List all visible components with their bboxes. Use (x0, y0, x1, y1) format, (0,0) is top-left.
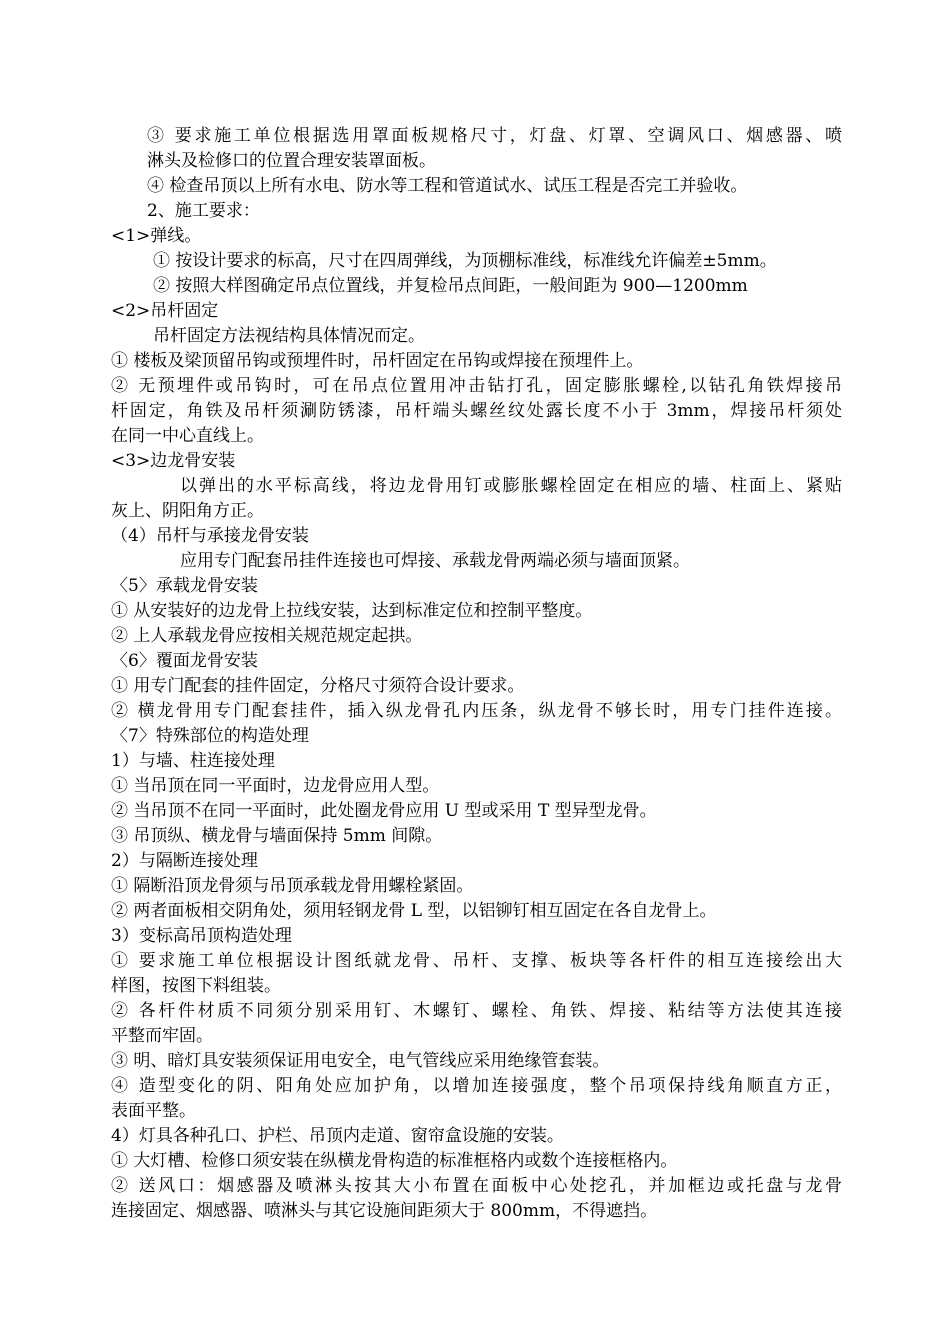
subsection-heading: 〈5〉承载龙骨安装 (111, 576, 258, 596)
text-line: 应用专门配套吊挂件连接也可焊接、承载龙骨两端必须与墙面顶紧。 (180, 551, 690, 571)
text-line: ① 从安装好的边龙骨上拉线安装，达到标准定位和控制平整度。 (111, 601, 593, 621)
text-line: 平整而牢固。 (111, 1026, 213, 1046)
subsection-heading: 1）与墙、柱连接处理 (111, 751, 275, 771)
text-line: ② 无预埋件或吊钩时，可在吊点位置用冲击钻打孔，固定膨胀螺栓,以钻孔角铁焊接吊 (111, 376, 842, 396)
text-line: 以弹出的水平标高线，将边龙骨用钉或膨胀螺栓固定在相应的墙、柱面上、紧贴 (180, 476, 842, 496)
text-line: ② 横龙骨用专门配套挂件，插入纵龙骨孔内压条，纵龙骨不够长时，用专门挂件连接。 (111, 701, 842, 721)
text-line: 灰上、阴阳角方正。 (111, 501, 264, 521)
text-line: ② 各杆件材质不同须分别采用钉、木螺钉、螺栓、角铁、焊接、粘结等方法使其连接 (111, 1001, 842, 1021)
subsection-heading: <2>吊杆固定 (111, 301, 219, 321)
text-line: ② 当吊顶不在同一平面时，此处圈龙骨应用 U 型或采用 T 型异型龙骨。 (111, 801, 657, 821)
text-line: ② 上人承载龙骨应按相关规范规定起拱。 (111, 626, 423, 646)
subsection-heading: 〈6〉覆面龙骨安装 (111, 651, 258, 671)
text-line: 杆固定，角铁及吊杆须涮防锈漆，吊杆端头螺丝纹处露长度不小于 3mm，焊接吊杆须处 (111, 401, 842, 421)
text-line: ③ 明、暗灯具安装须保证用电安全，电气管线应采用绝缘管套装。 (111, 1051, 610, 1071)
subsection-heading: 2）与隔断连接处理 (111, 851, 258, 871)
text-line: ③ 要求施工单位根据选用罩面板规格尺寸，灯盘、灯罩、空调风口、烟感器、喷 (147, 126, 842, 146)
text-line: ① 大灯槽、检修口须安装在纵横龙骨构造的标准框格内或数个连接框格内。 (111, 1151, 678, 1171)
text-line: ④ 检查吊顶以上所有水电、防水等工程和管道试水、试压工程是否完工并验收。 (147, 176, 748, 196)
text-line: ① 隔断沿顶龙骨须与吊顶承载龙骨用螺栓紧固。 (111, 876, 474, 896)
subsection-heading: 〈7〉特殊部位的构造处理 (111, 726, 309, 746)
text-line: 连接固定、烟感器、喷淋头与其它设施间距须大于 800mm，不得遮挡。 (111, 1201, 658, 1221)
text-line: 淋头及检修口的位置合理安装罩面板。 (147, 151, 436, 171)
subsection-heading: （4）吊杆与承接龙骨安装 (111, 526, 309, 546)
text-line: 吊杆固定方法视结构具体情况而定。 (153, 326, 425, 346)
subsection-heading: 3）变标高吊顶构造处理 (111, 926, 292, 946)
section-heading: 2、施工要求： (147, 201, 260, 221)
subsection-heading: <3>边龙骨安装 (111, 451, 236, 471)
text-line: 在同一中心直线上。 (111, 426, 264, 446)
text-line: ① 楼板及梁顶留吊钩或预埋件时，吊杆固定在吊钩或焊接在预埋件上。 (111, 351, 644, 371)
text-line: ① 用专门配套的挂件固定，分格尺寸须符合设计要求。 (111, 676, 525, 696)
subsection-heading: 4）灯具各种孔口、护栏、吊顶内走道、窗帘盒设施的安装。 (111, 1126, 564, 1146)
text-line: ① 按设计要求的标高，尺寸在四周弹线，为顶棚标准线，标准线允许偏差±5mm。 (153, 251, 777, 271)
text-line: ① 要求施工单位根据设计图纸就龙骨、吊杆、支撑、板块等各杆件的相互连接绘出大 (111, 951, 842, 971)
text-line: ① 当吊顶在同一平面时，边龙骨应用人型。 (111, 776, 440, 796)
subsection-heading: <1>弹线。 (111, 226, 202, 246)
text-line: ④ 造型变化的阴、阳角处应加护角，以增加连接强度，整个吊项保持线角顺直方正， (111, 1076, 842, 1096)
text-line: ② 送风口：烟感器及喷淋头按其大小布置在面板中心处挖孔，并加框边或托盘与龙骨 (111, 1176, 842, 1196)
text-line: 样图，按图下料组装。 (111, 976, 281, 996)
text-line: 表面平整。 (111, 1101, 196, 1121)
text-line: ② 按照大样图确定吊点位置线，并复检吊点间距，一般间距为 900—1200mm (153, 276, 748, 296)
text-line: ③ 吊顶纵、横龙骨与墙面保持 5mm 间隙。 (111, 826, 443, 846)
text-line: ② 两者面板相交阴角处，须用轻钢龙骨 L 型，以铝铆钉相互固定在各自龙骨上。 (111, 901, 717, 921)
